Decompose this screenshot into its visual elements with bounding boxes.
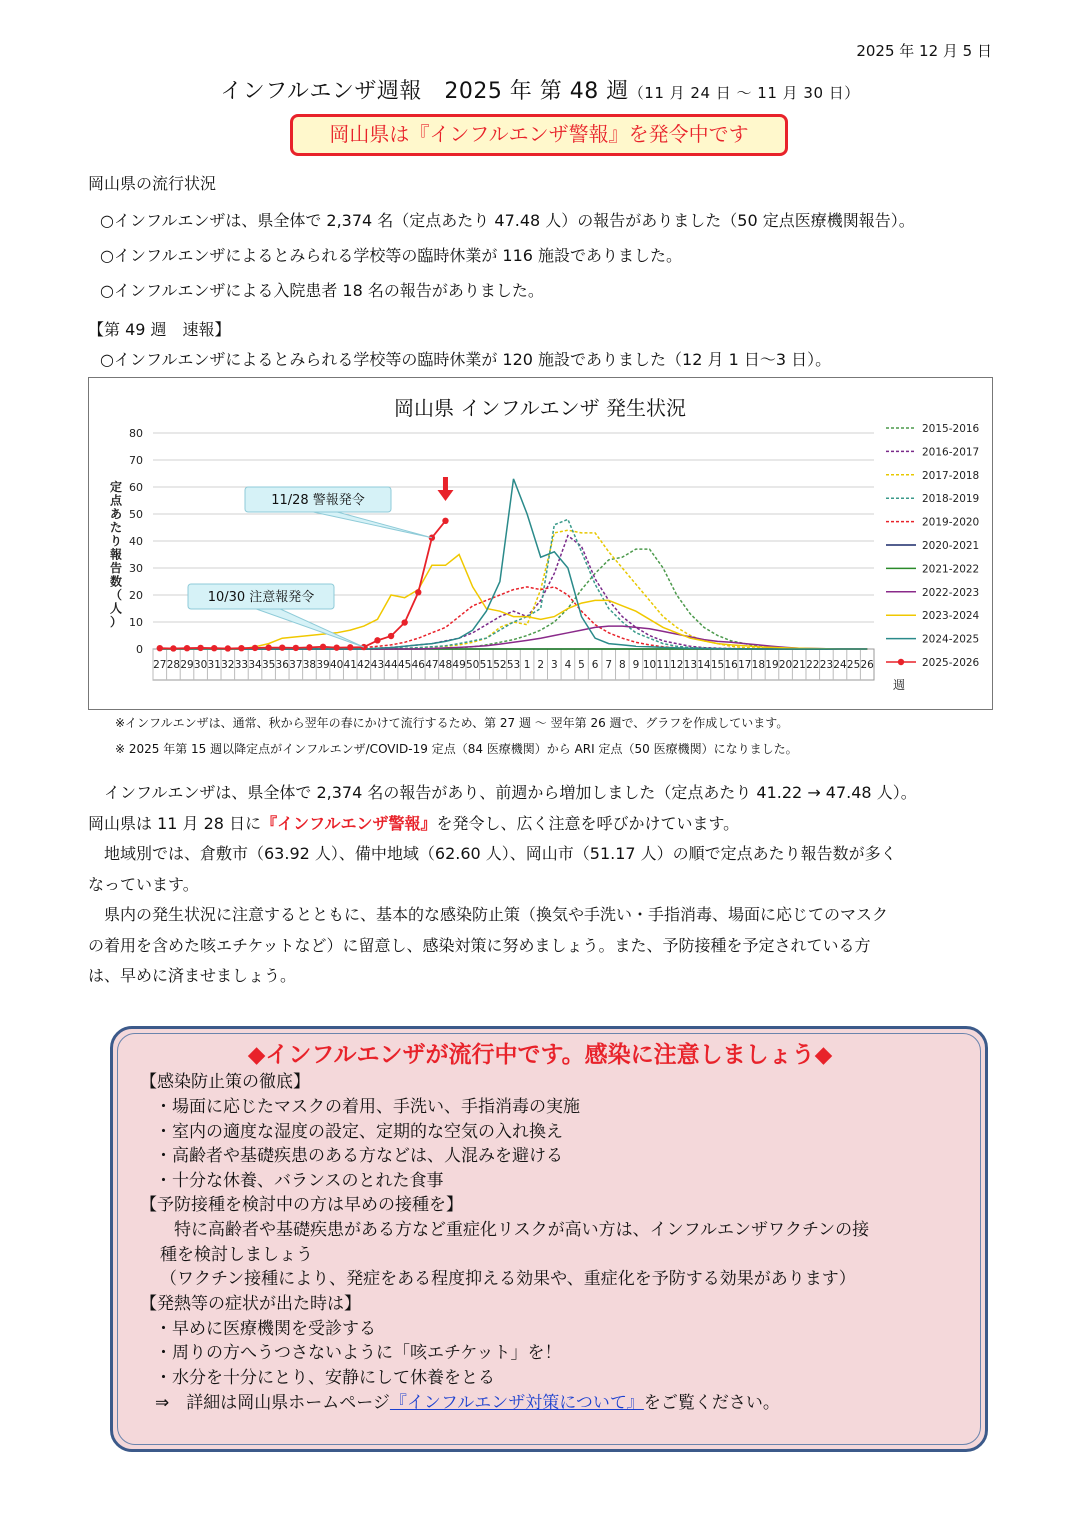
x-tick-label: 13 xyxy=(683,659,698,671)
chart-title: 岡山県 インフルエンザ 発生状況 xyxy=(394,396,686,420)
x-tick-label: 19 xyxy=(765,659,779,671)
series-point-2025-2026 xyxy=(320,644,326,650)
x-tick-label: 34 xyxy=(248,659,262,671)
series-point-2025-2026 xyxy=(415,589,421,595)
advice-heading-1: 【感染防止策の徹底】 xyxy=(140,1072,310,1092)
flash-line: ○インフルエンザによるとみられる学校等の臨時休業が 120 施設でありました（12 月 1 日～3 日）。 xyxy=(100,350,832,369)
link-suffix: をご覧ください。 xyxy=(643,1393,780,1413)
x-tick-label: 3 xyxy=(550,659,558,671)
note-1: ※インフルエンザは、通常、秋から翌年の春にかけて流行するため、第 27 週 ～ 翌年第 26 週で、グラフを作成しています。 xyxy=(115,716,789,730)
x-tick-label: 27 xyxy=(153,659,167,671)
alert-banner: 岡山県は『インフルエンザ警報』を発令中です xyxy=(290,114,788,156)
x-tick-label: 16 xyxy=(724,659,738,671)
series-point-2025-2026 xyxy=(279,644,285,650)
x-tick-label: 44 xyxy=(384,659,398,671)
x-tick-label: 5 xyxy=(578,659,585,671)
x-tick-label: 21 xyxy=(792,659,806,671)
x-tick-label: 28 xyxy=(166,659,181,671)
x-tick-label: 37 xyxy=(289,659,303,671)
legend-label: 2017-2018 xyxy=(922,469,980,482)
advice-item-10: ・水分を十分にとり、安静にして休養をとる xyxy=(155,1368,495,1388)
series-point-2025-2026 xyxy=(347,644,353,650)
annotation-text: 10/30 注意報発令 xyxy=(207,590,315,605)
status-line-2: ○インフルエンザによるとみられる学校等の臨時休業が 116 施設でありました。 xyxy=(100,246,683,265)
y-tick-label: 30 xyxy=(129,562,143,575)
current-week-arrow-head xyxy=(437,490,453,501)
x-tick-label: 43 xyxy=(370,659,385,671)
status-line-3: ○インフルエンザによる入院患者 18 名の報告がありました。 xyxy=(100,281,544,300)
y-axis-label-char: り xyxy=(109,534,123,548)
y-axis-label-char: （ xyxy=(109,588,123,602)
y-axis-label-char: 人 xyxy=(109,601,123,616)
x-tick-label: 20 xyxy=(778,659,793,671)
x-tick-label: 51 xyxy=(479,659,493,671)
legend-label: 2018-2019 xyxy=(922,493,980,506)
body-text xyxy=(88,778,1013,992)
series-point-2025-2026 xyxy=(238,645,244,651)
y-axis-label-char: 定 xyxy=(109,480,123,494)
annotation-text: 11/28 警報発令 xyxy=(271,493,365,508)
x-tick-label: 14 xyxy=(697,659,711,671)
x-tick-label: 15 xyxy=(710,659,725,671)
x-tick-label: 26 xyxy=(860,659,874,671)
advice-item-5: 特に高齢者や基礎疾患がある方など重症化リスクが高い方は、インフルエンザワクチンの接 xyxy=(174,1220,870,1240)
x-tick-label: 39 xyxy=(316,659,330,671)
advice-item-7: （ワクチン接種により、発症をある程度抑える効果や、重症化を予防する効果があります） xyxy=(160,1269,856,1289)
advice-link-line xyxy=(155,1391,780,1416)
x-tick-label: 8 xyxy=(618,659,626,671)
x-tick-label: 9 xyxy=(632,659,640,671)
status-heading: 岡山県の流行状況 xyxy=(88,174,217,193)
y-axis-label-char: 数 xyxy=(109,574,123,589)
x-tick-label: 50 xyxy=(466,659,480,671)
x-tick-label: 22 xyxy=(806,659,820,671)
series-point-2025-2026 xyxy=(184,645,190,651)
series-line-2022-2023 xyxy=(160,626,867,649)
x-tick-label: 49 xyxy=(452,659,466,671)
y-tick-label: 60 xyxy=(129,481,143,494)
x-tick-label: 42 xyxy=(357,659,371,671)
x-tick-label: 2 xyxy=(537,659,545,671)
advice-item-4: ・十分な休養、バランスのとれた食事 xyxy=(155,1171,444,1191)
body-p4: なっています。 xyxy=(88,874,199,894)
x-tick-label: 31 xyxy=(207,659,221,671)
body-p2-after: を発令し、広く注意を呼びかけています。 xyxy=(436,813,740,833)
x-tick-label: 17 xyxy=(738,659,752,671)
title-period: （11 月 24 日 ～ 11 月 30 日） xyxy=(628,84,860,102)
body-p2-before: 岡山県は 11 月 28 日に xyxy=(88,813,262,833)
series-point-2025-2026 xyxy=(170,645,176,651)
series-point-2025-2026 xyxy=(293,645,299,651)
legend-label: 2015-2016 xyxy=(922,423,980,435)
alert-name: 『インフルエンザ警報』 xyxy=(261,813,437,833)
x-tick-label: 32 xyxy=(221,659,235,671)
series-point-2025-2026 xyxy=(388,633,394,639)
title-main: インフルエンザ週報 2025 年 第 48 週 xyxy=(220,79,629,104)
y-tick-label: 70 xyxy=(129,454,143,467)
x-tick-label: 38 xyxy=(302,659,317,671)
y-tick-label: 80 xyxy=(129,427,143,440)
series-point-2025-2026 xyxy=(374,637,380,643)
y-tick-label: 50 xyxy=(129,508,143,521)
x-tick-label: 1 xyxy=(523,659,531,671)
series-point-2025-2026 xyxy=(225,645,231,651)
report-date: 2025 年 12 月 5 日 xyxy=(856,42,992,60)
flash-heading: 【第 49 週 速報】 xyxy=(88,320,231,339)
x-tick-label: 23 xyxy=(819,659,834,671)
y-tick-label: 10 xyxy=(129,616,143,629)
y-tick-label: 0 xyxy=(136,643,143,656)
x-tick-label: 33 xyxy=(234,659,249,671)
y-axis-label-char: 告 xyxy=(109,561,123,575)
legend-label: 2016-2017 xyxy=(922,446,980,459)
series-point-2025-2026 xyxy=(157,645,163,651)
x-tick-label: 12 xyxy=(670,659,684,671)
x-tick-label: 29 xyxy=(180,659,194,671)
legend-label: 2025-2026 xyxy=(922,657,980,669)
x-tick-label: 18 xyxy=(751,659,766,671)
series-point-2025-2026 xyxy=(306,644,312,650)
body-p2 xyxy=(88,809,1013,840)
x-tick-label: 4 xyxy=(564,659,572,671)
series-point-2025-2026 xyxy=(197,645,203,651)
series-point-2025-2026 xyxy=(333,644,339,650)
advice-title: ◆インフルエンザが流行中です。感染に注意しましょう◆ xyxy=(247,1042,833,1068)
link-prefix: ⇒ 詳細は岡山県ホームページ xyxy=(155,1393,390,1413)
body-p1: インフルエンザは、県全体で 2,374 名の報告があり、前週から増加しました（定点あたり 41.22 → 47.48 人）。 xyxy=(88,783,917,802)
note-2: ※ 2025 年第 15 週以降定点がインフルエンザ/COVID-19 定点（84 医療機関）から ARI 定点（50 医療機関）になりました。 xyxy=(115,742,798,756)
y-axis-label-char: ） xyxy=(109,615,123,629)
x-tick-label: 25 xyxy=(846,659,861,671)
influenza-measures-link[interactable]: 『インフルエンザ対策について』 xyxy=(389,1393,644,1413)
x-tick-label: 10 xyxy=(642,659,657,671)
x-tick-label: 24 xyxy=(833,659,847,671)
series-point-2025-2026 xyxy=(401,619,407,625)
y-tick-label: 40 xyxy=(129,535,143,548)
x-tick-label: 40 xyxy=(329,659,344,671)
y-axis-label-char: 点 xyxy=(109,493,123,508)
series-point-2025-2026 xyxy=(265,644,271,650)
advice-item-6: 種を検討しましょう xyxy=(160,1245,313,1265)
x-tick-label: 52 xyxy=(493,659,507,671)
x-tick-label: 48 xyxy=(438,659,453,671)
legend-label: 2020-2021 xyxy=(922,540,980,552)
advice-item-2: ・室内の適度な湿度の設定、定期的な空気の入れ換え xyxy=(155,1122,563,1142)
y-axis-label-char: た xyxy=(109,520,123,535)
legend-label: 2019-2020 xyxy=(922,516,980,529)
advice-heading-2: 【予防接種を検討中の方は早めの接種を】 xyxy=(140,1195,463,1215)
x-tick-label: 41 xyxy=(343,659,357,671)
status-line-1: ○インフルエンザは、県全体で 2,374 名（定点あたり 47.48 人）の報告がありました（50 定点医療機関報告）。 xyxy=(100,211,915,230)
x-axis-label: 週 xyxy=(892,678,906,692)
body-p3: 地域別では、倉敷市（63.92 人）、備中地域（62.60 人）、岡山市（51.17 人）の順で定点あたり報告数が多く xyxy=(88,844,897,863)
body-p6: の着用を含めた咳エチケットなど）に留意し、感染対策に努めましょう。また、予防接種を予定されている方 xyxy=(88,935,871,955)
legend-marker xyxy=(898,659,904,665)
y-axis-label-char: 報 xyxy=(109,547,123,562)
advice-item-9: ・周りの方へうつさないように「咳エチケット」を！ xyxy=(155,1343,562,1363)
series-point-2025-2026 xyxy=(252,645,258,651)
x-tick-label: 30 xyxy=(193,659,208,671)
advice-item-8: ・早めに医療機関を受診する xyxy=(155,1319,376,1339)
x-tick-label: 46 xyxy=(411,659,425,671)
series-point-2025-2026 xyxy=(442,518,448,524)
x-tick-label: 11 xyxy=(656,659,670,671)
x-tick-label: 45 xyxy=(397,659,412,671)
x-tick-label: 6 xyxy=(591,659,599,671)
x-tick-label: 36 xyxy=(275,659,289,671)
advice-item-3: ・高齢者や基礎疾患のある方などは、人混みを避ける xyxy=(155,1146,563,1166)
chart-frame xyxy=(88,377,993,710)
series-point-2025-2026 xyxy=(211,645,217,651)
x-tick-label: 47 xyxy=(425,659,439,671)
legend-label: 2021-2022 xyxy=(922,563,980,576)
influenza-chart xyxy=(89,378,992,709)
body-p7: は、早めに済ませましょう。 xyxy=(88,966,297,985)
advice-heading-3: 【発熱等の症状が出た時は】 xyxy=(140,1294,361,1314)
advice-item-1: ・場面に応じたマスクの着用、手洗い、手指消毒の実施 xyxy=(155,1097,580,1117)
x-tick-label: 53 xyxy=(506,659,521,671)
x-tick-label: 35 xyxy=(261,659,276,671)
y-tick-label: 20 xyxy=(129,589,143,602)
body-p5: 県内の発生状況に注意するとともに、基本的な感染防止策（換気や手洗い・手指消毒、場面に応じてのマスク xyxy=(88,905,889,924)
legend-label: 2024-2025 xyxy=(922,633,980,646)
y-axis-label-char: あ xyxy=(109,507,123,521)
legend-label: 2023-2024 xyxy=(922,610,980,623)
legend-label: 2022-2023 xyxy=(922,586,980,599)
annotation-pointer xyxy=(313,512,432,538)
page-title xyxy=(0,74,1080,105)
x-tick-label: 7 xyxy=(605,659,613,671)
current-week-arrow-shaft xyxy=(443,477,448,491)
